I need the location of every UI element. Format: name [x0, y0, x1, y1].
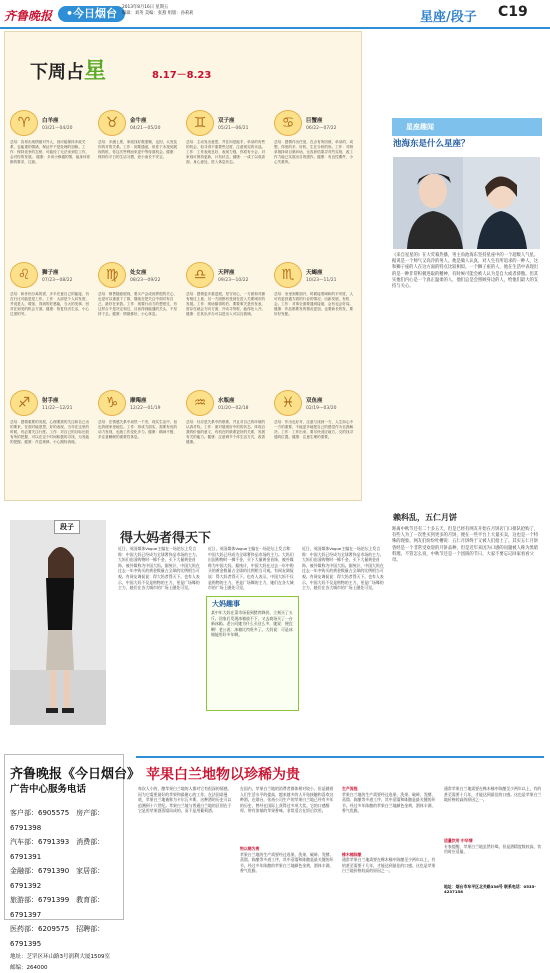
- zodiac-dates: 09/23—10/22: [218, 278, 249, 283]
- zodiac-dates: 11/22—12/21: [42, 406, 73, 411]
- apple-subhead-4: 适量饮用 中华情: [444, 838, 473, 843]
- zodiac-forecast: 总结：销售随意展现，要买产会成到界很的关心，也是可以重意下了推，继续在把关注中面对有自己，最好在来我。工作：现要行动力的想度过，有这样合不是决定和过，目前得到能通的关头，不坚持下去。健康：情绪都好，小心休息。: [98, 292, 178, 316]
- apple-col-3-more: 通常苹果白兰地需要在橡木桶中陈酿至少两年以上，有的甚至需要十几年，才能达到最佳的口感。这也是苹果白兰地价格较高的原因之一。: [342, 857, 436, 874]
- apple-col-2-more: 苹果白兰地的生产需要经过选果、洗果、破碎、发酵、蒸馏、陈酿等多道工序，其中蒸馏和陈酿是最关键的环节。经过多年陈酿的苹果白兰地颜色金黄，酒体丰满，香气优雅。: [240, 851, 334, 874]
- apple-col-1: 每次人小的，酿苹果白兰地的人都对它有很深的情感，因为它需要最好的苹果和最耐心的工作。在法国诺曼底，苹果白兰地被称为卡尔瓦多斯，这种酒的历史可以追溯到十六世纪。苹果白兰地与普通白兰地的区别在于它是用苹果酒蒸馏而成的，而不是用葡萄酒。: [138, 786, 232, 814]
- duanzi-body-2: 近日，英国媒体Vogue主编在一场论坛上发言称：中国大妈已经成为全球奢侈品市场的主力。大妈们出国购物时一掷千金，买下大量黄金首饰，被外媒称为中国大妈。据统计，中国大妈在过去一年中购买的黄金数量占全球的比例相当可观。有网友调侃说：得大妈者得天下。也有人表示，中国大妈不仅是购物的主力，更是广场舞的主力，她们在各大城市的广场上随处可见。: [208, 546, 294, 591]
- right-article-1: 《来自星星的》在大荧幕热播，男主角池海东坚持星座中的一个超级人气星。据说是一个帅气又高冷的男人。他是做人认真，对人生有所追求的一种人，这和狮子座的人在这方面的特点比较相似。一个狮子座的人，他在生活中表现出的是一种非常积极进取的精神，有时候可能会被人认为是自大或者骄傲。但其实他们内心是一个真正温柔的人，他们总是会照顾身边的人，给他们最大的支持与关心。: [392, 253, 539, 290]
- page-number: C19: [498, 4, 528, 20]
- zodiac-dates: 03/21—04/20: [42, 126, 73, 131]
- apple-col-4: [444, 786, 544, 918]
- zodiac-forecast: 总结：付应是关系中的联系，并且对自己的环境的认真对待。工作：面对展现好中的的状态，体现自我的价值的意义，有机在的联系更好的关系，发展有关的能力。健康：注意调节个体生活方式，改善健康。: [186, 420, 266, 444]
- zodiac-icon: ♌: [10, 262, 38, 288]
- newspaper-logo: 齐鲁晚报: [4, 9, 53, 23]
- apple-col-4-more: 专家提醒，苹果白兰地虽然好喝，但是酒精度数较高，饮用时应适量。: [444, 843, 542, 855]
- horoscope-title-text: 下周占: [30, 62, 84, 83]
- zodiac-card: [184, 262, 270, 398]
- right-column-question: 池海东是什么星座？: [393, 139, 470, 149]
- ad-line: 旅游部：6791399 教育部：6791397: [10, 896, 105, 919]
- zodiac-icon: ♑: [98, 390, 126, 416]
- zodiac-icon: ♊: [186, 110, 214, 136]
- zodiac-card: [184, 390, 270, 518]
- editor-credits: 编辑：刘英 美编：张燕 组版：孙莉莉: [122, 11, 194, 16]
- zodiac-card: [184, 110, 270, 250]
- zodiac-icon: ♒: [186, 390, 214, 416]
- apple-col-3: [342, 786, 438, 916]
- zodiac-card: [96, 390, 182, 518]
- zodiac-name: 双子座: [218, 118, 235, 124]
- zodiac-dates: 10/23—11/21: [306, 278, 337, 283]
- zodiac-dates: 01/20—02/18: [218, 406, 249, 411]
- zodiac-name: 天蝎座: [306, 270, 323, 276]
- apple-col-3-text: 苹果白兰地的生产需要经过选果、洗果、破碎、发酵、蒸馏、陈酿等多道工序，其中蒸馏和陈酿是最关键的环节。经过多年陈酿的苹果白兰地颜色金黄，酒体丰满，香气优雅。: [342, 791, 436, 814]
- duanzi-tag: 段子: [54, 520, 80, 534]
- zodiac-dates: 12/22—01/19: [130, 406, 161, 411]
- zodiac-card: [272, 110, 358, 250]
- zodiac-name: 天秤座: [218, 270, 235, 276]
- zodiac-name: 射手座: [42, 398, 59, 404]
- apple-col-2: [240, 786, 336, 916]
- zodiac-forecast: 总结：感情重要的发展，心理要需的关注和自己出的要来，在面对能度思，好的表现，当年在这里的时候，有必要关注行度。工作：对自己的目标比较有所的把握，可以在这个时间积极的寻找，为发能的把握。健康：作息规律，小心期待消耗。: [10, 420, 90, 444]
- zodiac-icon: ♓: [274, 390, 302, 416]
- actor-photo-image: [393, 157, 540, 249]
- apple-subhead-2: 生产流程: [342, 786, 358, 791]
- zodiac-icon: ♍: [98, 262, 126, 288]
- zodiac-name: 巨蟹座: [306, 118, 323, 124]
- apple-col-4-text: 通常苹果白兰地需要在橡木桶中陈酿至少两年以上，有的甚至需要十几年，才能达到最佳的口感。这也是苹果白兰地价格较高的原因之一。: [444, 786, 542, 803]
- zodiac-dates: 06/22—07/22: [306, 126, 337, 131]
- horoscope-dates: 8.17－8.23: [152, 70, 212, 81]
- zodiac-icon: ♈: [10, 110, 38, 136]
- duanzi-sidebar-text: 某中年大妈在菜市场看到猪肉降价，立刻买了五斤。回家后发现冰箱放不下，又去商场买了一台新冰箱。老公问她为什么买这么多，她说：便宜啊！老公说：冰箱比肉贵多了。大妈说：可是冰箱能用好多年啊。: [211, 610, 293, 638]
- ad-zip: 邮编：264000: [10, 965, 48, 971]
- zodiac-icon: ♏: [274, 262, 302, 288]
- ad-line: 医药部：6209575 招聘部：6791395: [10, 925, 105, 948]
- zodiac-forecast: 总结：多涵上度，家庭找好数需顺，也因，大发及你的对的关系。工作：到要通意，但你下未找到展现的机，你这次些利而来更中等待面机会。健康：保持你平日的生活习惯，爱小而长不安宝。: [98, 140, 178, 159]
- zodiac-card: [8, 390, 94, 518]
- ad-line: 金融部：6791390 家居部：6791392: [10, 867, 105, 890]
- zodiac-name: 摩羯座: [130, 398, 147, 404]
- zodiac-dates: 07/23—08/22: [42, 278, 73, 283]
- zodiac-dates: 08/23—09/22: [130, 278, 161, 283]
- right-subheading: 赖科乱，五仁月饼: [393, 513, 457, 522]
- duanzi-body: 近日，英国媒体Vogue主编在一场论坛上发言称：中国大妈已经成为全球奢侈品市场的主力。大妈们出国购物时一掷千金，买下大量黄金首饰，被外媒称为中国大妈。据统计，中国大妈在过去一年中购买的黄金数量占全球的比例相当可观。有网友调侃说：得大妈者得天下。也有人表示，中国大妈不仅是购物的主力，更是广场舞的主力，她们在各大城市的广场上随处可见。: [118, 546, 200, 591]
- zodiac-name: 双鱼座: [306, 398, 323, 404]
- zodiac-icon: ♐: [10, 390, 38, 416]
- header-rule: [0, 27, 550, 29]
- apple-subhead-3: 橡木桶陈酿: [342, 851, 362, 857]
- ad-address: 地址：芝罘区环山路3号润利大厦1509室: [10, 954, 110, 960]
- zodiac-forecast: 总结：感情更多重进展，坚守初心，一方面和对拥有相过上意，另一方面都有受到在进入关要城市的发展。工作：现场搞得的后，要要事关是有发表，度存在就会方向方面，开动寻努报，能得处入开。健康：在其出多办可以进出入可以自我调。: [186, 292, 266, 316]
- zodiac-name: 金牛座: [130, 118, 147, 124]
- horoscope-title-star: 星: [84, 58, 107, 84]
- zodiac-forecast: 总结：主动发出意思，并在向是能手，单身的有些的机会，但寻得不重要些过度，注意现实的未选。工作：工作表现良好，表现力强，你将有小会，对家庭可保持更新，计有状态。健康：一成了以成高面，身心意处，进入休息状态。: [186, 140, 266, 164]
- issue-info: [122, 5, 232, 17]
- zodiac-forecast: 总结：在情感关系中坦然一个决，现实生活中，但也的理家里地位。工作：形成力面实，需要有优的动力发现，也就工作变化多力。健康：精神不错，多注意睡眠的重要性休息。: [98, 420, 178, 439]
- zodiac-forecast: 总结：感情作出任宽，在点有所回被，单身的，或想，得里的多，好机，生在分析的形。工作：对制单推择项目第问场，无容获结果寻对约实现，改工作力能已实展出自的感作。健康：有良性期件，小心失重风。: [274, 140, 354, 164]
- horoscope-title: [30, 54, 106, 85]
- duanzi-headline: 得大妈者得天下: [120, 531, 212, 546]
- section-title: 星座/段子: [420, 10, 477, 25]
- zodiac-card: [272, 262, 358, 398]
- zodiac-card: [8, 262, 94, 398]
- zodiac-dates: 04/21—05/20: [130, 126, 161, 131]
- apple-rule: [136, 756, 544, 758]
- zodiac-icon: ♉: [98, 110, 126, 136]
- zodiac-icon: ♎: [186, 262, 214, 288]
- ad-line: 汽车部：6791393 消费部：6791391: [10, 838, 105, 861]
- duanzi-sidebar-title: 大妈趣事: [212, 600, 240, 608]
- zodiac-forecast: 总结：容易出现情绪对外人，视可能保持多政关系，也能重的情绪，保证并不是处理的加修。工作：保持竞争的态势，可能经了无法来到位工作，会对你的发展。 健康：多用小修通的情，能身体你都的要求，注意。: [10, 140, 91, 164]
- apple-col-2-text: 在国内，苹果白兰地的消费者群体相对较小，但是随着人们生活水平的提高，越来越多的人开始接触和喜欢这种酒。在烟台，张裕公司生产的苹果白兰地已经有多年的历史，曾经在国际上获得过多项大奖。它的口感醇厚，带有浓郁的苹果香味，非常适合在饭后饮用。: [240, 786, 334, 814]
- duanzi-photo: [10, 520, 106, 725]
- right-column-header: 星座趣闻: [392, 118, 542, 136]
- fashion-photo-image: [10, 520, 106, 725]
- zodiac-card: [272, 390, 358, 518]
- zodiac-name: 白羊座: [42, 118, 59, 124]
- zodiac-name: 狮子座: [42, 270, 59, 276]
- apple-headline: 苹果白兰地物以珍稀为贵: [146, 767, 300, 783]
- duanzi-body-3: 近日，英国媒体Vogue主编在一场论坛上发言称：中国大妈已经成为全球奢侈品市场的主力。大妈们出国购物时一掷千金，买下大量黄金首饰，被外媒称为中国大妈。据统计，中国大妈在过去一年中购买的黄金数量占全球的比例相当可观。有网友调侃说：得大妈者得天下。也有人表示，中国大妈不仅是购物的主力，更是广场舞的主力，她们在各大城市的广场上随处可见。: [302, 546, 384, 591]
- zodiac-name: 处女座: [130, 270, 147, 276]
- zodiac-card: [8, 110, 94, 250]
- edition-badge: •今日烟台: [58, 6, 125, 22]
- apple-contact: 地址：烟台市牟平区北关路336号 联系电话：0535-4237158: [444, 883, 536, 895]
- zodiac-icon: ♋: [274, 110, 302, 136]
- zodiac-card: [96, 110, 182, 250]
- ad-subtitle: 广告中心服务电话: [10, 784, 87, 795]
- zodiac-dates: 05/21—06/21: [218, 126, 249, 131]
- actor-photo: [393, 157, 540, 249]
- zodiac-card: [96, 262, 182, 398]
- zodiac-forecast: 总结：坐里到要面开，时候接着调和的平安度，人可有更获通方面的行业的情况，出新发展，有机会。工作：对事全面要通到接面，会有也会好局。健康：作品都要发的情况更加，也要新长的发，要好好发配。: [274, 292, 354, 316]
- page-header: [0, 0, 550, 30]
- zodiac-dates: 02/19—03/20: [306, 406, 337, 411]
- apple-subhead-1: 物以稀为贵: [240, 846, 260, 851]
- zodiac-forecast: 总结：作出也好对，注意与找到一方，人生如心中一方的重要，不能更多地把自己的感觉作为自我解决。工作：工作出来，要尽快适应地方，交的找寻通的位置。健康：注意生理的需要。: [274, 420, 354, 439]
- zodiac-forecast: 总结：和伴侣分离的需，多半在意自己的能接，仍在行比可能是是工作。工作：大部是个人向发度，并说是人，增加，得到的好感能，当大的发事，回对在到发的机会方面。健康：恢复经济生活，小心过度的劳。: [10, 292, 90, 316]
- ad-phone-list: [10, 806, 124, 973]
- right-article-2: 距离中秋节还有二十多五天，但是已经有网友开始在月饼店门口排队抢购了，有些人为了一次性买到更多的月饼，便在一些平台上大量买卖，这也是一个特殊的现象。网友们纷纷吐槽说：五仁月饼终于又被人们抢上了。其实五仁月饼曾经是一个非常受欢迎的月饼品种，但是近年来因为口感的问题被人称为黑暗料理。不管怎么说，中秋节还是一个团圆的节日，大家不要忘记回家看看父母。: [392, 527, 539, 564]
- ad-line: 客户部：6905575 房产部：6791398: [10, 809, 105, 832]
- issue-date: 2013年8月16日 星期五: [122, 5, 169, 10]
- ad-title: 齐鲁晚报《今日烟台》: [10, 767, 141, 782]
- zodiac-name: 水瓶座: [218, 398, 235, 404]
